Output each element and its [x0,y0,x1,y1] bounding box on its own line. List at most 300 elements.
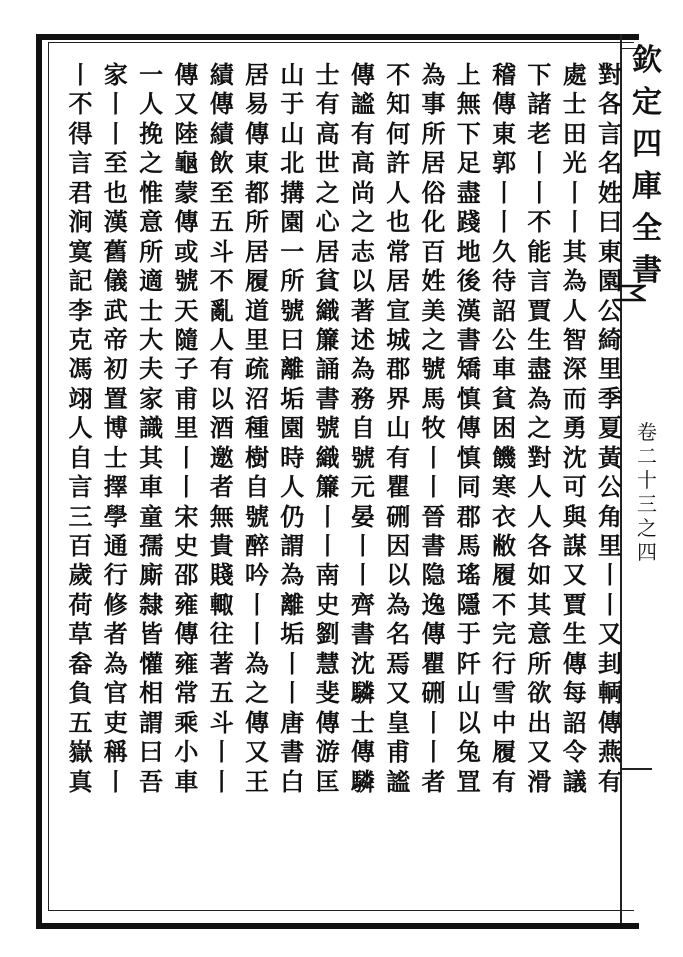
character: 夏 [598,413,622,443]
character: 傳 [562,648,587,678]
character: 詔 [492,295,517,325]
character: 之 [421,324,446,354]
character: 驎 [350,766,375,796]
character: 績 [209,118,234,148]
character: 荷 [68,589,93,619]
character: 樹 [245,442,269,472]
character: 記 [68,266,93,296]
character: 丨 [421,472,446,502]
character: 齊 [350,589,375,619]
character: 史 [174,531,199,560]
margin-book-title [627,40,667,292]
character: 隐 [421,560,446,590]
character: 城 [386,324,411,354]
character: 阡 [456,648,481,678]
character: 丨 [280,648,305,678]
character: 令 [562,737,587,767]
character: 晉 [421,501,446,531]
character: 有 [386,442,411,472]
text-column [488,60,520,796]
character: 織 [315,442,340,472]
character: 書 [350,619,375,649]
character: 涧 [68,207,93,237]
character: 于 [280,89,305,119]
character: 硎 [421,678,446,708]
character: 所 [421,118,446,148]
character: 有 [492,766,517,796]
character: 山 [280,60,305,89]
character: 傳 [174,207,199,237]
character: 生 [562,619,587,649]
character: 賈 [527,295,552,325]
character: 出 [527,707,552,737]
character: 所 [280,266,305,296]
character: 一 [280,236,305,266]
character: 無 [209,501,234,531]
character: 事 [421,89,446,119]
character: 智 [562,324,587,354]
character: 處 [562,60,587,89]
character: 車 [174,766,199,796]
character: 隱 [456,589,481,619]
character: 又 [245,737,269,767]
character: 逸 [421,589,446,619]
character: 南 [315,560,340,590]
character: 務 [350,383,375,413]
character: 丨 [245,589,269,619]
character: 家 [103,60,128,89]
character: 號 [280,295,305,325]
character: 士 [103,442,128,472]
character: 知 [386,89,411,119]
character: 斗 [209,236,234,266]
character: 五 [68,707,93,737]
character: 丨 [350,531,375,560]
character: 許 [386,148,411,178]
character: 姓 [598,177,622,207]
character: 山 [456,678,481,708]
character: 績 [209,60,234,89]
character: 傳 [350,60,375,89]
character: 匡 [315,766,340,796]
character: 驎 [350,678,375,708]
character: 書 [280,737,305,767]
character: 丨 [103,766,128,796]
character: 所 [527,648,552,678]
character: 號 [174,266,199,296]
character: 盡 [456,177,481,207]
character: 丨 [315,531,340,560]
character: 饑 [492,442,517,472]
character: 各 [598,89,622,119]
character: 公 [598,472,622,502]
character: 十 [637,468,657,492]
character: 號 [421,354,446,384]
character: 貧 [492,383,517,413]
character: 老 [527,118,552,148]
character: 中 [492,707,517,737]
character: 垢 [280,383,305,413]
character: 寒 [492,472,517,502]
character: 下 [527,60,552,89]
character: 沼 [245,383,269,413]
character: 不 [386,60,411,89]
character: 里 [174,413,199,443]
character: 賤 [209,560,234,590]
character: 行 [492,648,517,678]
character: 畚 [68,648,93,678]
character: 地 [456,236,481,266]
character: 皇 [386,707,411,737]
character: 游 [315,737,340,767]
character: 居 [386,266,411,296]
character: 能 [527,236,552,266]
character: 武 [103,295,128,325]
character: 劉 [315,619,340,649]
text-column [382,60,414,796]
character: 東 [492,118,517,148]
character: 言 [68,148,93,178]
character: 四 [637,540,657,564]
character: 自 [350,413,375,443]
character: 書 [421,531,446,560]
character: 百 [68,531,93,560]
character: 搆 [280,177,305,207]
character: 之 [350,207,375,237]
character: 甫 [174,383,199,413]
character: 如 [527,560,552,590]
character: 丨 [174,442,199,472]
character: 里 [245,324,269,354]
character: 俗 [421,177,446,207]
character: 其 [562,236,587,266]
character: 輙 [209,589,234,619]
character: 人 [386,177,411,207]
character: 園 [280,413,305,443]
character: 簾 [315,324,340,354]
character: 邀 [209,442,234,472]
character: 宣 [386,295,411,325]
character: 慎 [456,383,481,413]
character: 丨 [68,60,93,89]
character: 深 [562,354,587,384]
character: 得 [68,118,93,148]
character: 大 [139,324,164,354]
character: 又 [562,560,587,590]
character: 子 [174,354,199,384]
character: 因 [386,531,411,560]
character: 郡 [386,354,411,384]
character: 天 [174,295,199,325]
character: 謐 [350,89,375,119]
character: 飲 [209,148,234,178]
character: 以 [386,560,411,590]
character: 里 [598,354,622,384]
character: 帝 [103,324,128,354]
character: 號 [350,442,375,472]
character: 居 [421,148,446,178]
character: 著 [350,295,375,325]
character: 唐 [280,707,305,737]
character: 瞿 [421,648,446,678]
character: 士 [139,295,164,325]
character: 丨 [492,177,517,207]
character: 定 [632,85,662,120]
character: 居 [315,236,340,266]
character: 舊 [103,236,128,266]
character: 每 [562,678,587,708]
character: 為 [527,383,552,413]
character: 罝 [456,766,481,796]
character: 丨 [421,737,446,767]
character: 白 [280,766,305,796]
character: 山 [386,413,411,443]
character: 生 [527,324,552,354]
character: 稽 [492,60,517,89]
character: 人 [280,472,305,502]
character: 書 [456,324,481,354]
character: 不 [492,589,517,619]
character: 足 [456,148,481,178]
character: 傳 [350,737,375,767]
character: 有 [598,766,622,796]
character: 久 [492,236,517,266]
character: 慧 [315,648,340,678]
character: 賈 [562,589,587,619]
character: 通 [103,531,128,560]
character: 為 [280,560,305,590]
character: 丨 [103,89,128,119]
character: 書 [632,253,662,288]
character: 下 [456,118,481,148]
character: 夫 [139,354,164,384]
character: 為 [103,648,128,678]
character: 四 [632,127,662,162]
character: 履 [492,560,517,590]
character: 言 [68,472,93,502]
character: 心 [315,207,340,237]
character: 不 [68,89,93,119]
character: 號 [315,413,340,443]
character: 人 [139,89,164,119]
text-column [453,60,485,796]
character: 傳 [421,619,446,649]
character: 者 [103,619,128,649]
character: 隸 [139,589,164,619]
character: 至 [103,148,128,178]
text-column [559,60,591,796]
character: 上 [456,60,481,89]
character: 焉 [386,648,411,678]
character: 宋 [174,501,199,531]
character: 于 [456,619,481,649]
character: 履 [245,266,269,296]
character: 世 [315,148,340,178]
character: 王 [245,766,269,796]
character: 名 [386,619,411,649]
character: 丨 [598,560,622,590]
character: 貧 [315,266,340,296]
text-column [170,60,202,796]
character: 勇 [562,413,587,443]
text-column [65,60,97,796]
character: 以 [209,383,234,413]
character: 易 [245,89,269,119]
character: 傳 [245,118,269,148]
character: 沈 [562,442,587,472]
character: 自 [245,472,269,502]
character: 丨 [527,177,552,207]
character: 高 [350,148,375,178]
character: 傳 [174,60,199,89]
text-column [100,60,132,796]
character: 離 [280,589,305,619]
character: 雍 [174,589,199,619]
character: 衣 [492,501,517,531]
character: 言 [598,118,622,148]
character: 又 [386,678,411,708]
character: 踐 [456,207,481,237]
character: 元 [350,472,375,502]
character: 垢 [280,619,305,649]
character: 一 [139,60,164,89]
character: 酒 [209,413,234,443]
character: 傳 [492,89,517,119]
character: 乘 [174,707,199,737]
character: 傳 [174,619,199,649]
character: 丨 [315,501,340,531]
character: 之 [139,148,164,178]
character: 所 [139,236,164,266]
character: 儀 [103,266,128,296]
character: 不 [527,207,552,237]
character: 曰 [598,207,622,237]
character: 北 [280,148,305,178]
character: 其 [139,442,164,472]
character: 議 [562,766,587,796]
character: 盡 [527,354,552,384]
character: 負 [68,678,93,708]
character: 傳 [456,413,481,443]
character: 東 [245,148,269,178]
character: 謂 [139,707,164,737]
character: 同 [456,472,481,502]
character: 完 [492,619,517,649]
character: 五 [209,678,234,708]
character: 有 [209,354,234,384]
character: 人 [562,295,587,325]
margin-tick-line [622,768,652,770]
character: 之 [315,177,340,207]
character: 丨 [598,589,622,619]
character: 兔 [456,737,481,767]
character: 丨 [103,118,128,148]
character: 漢 [103,207,128,237]
character: 述 [350,324,375,354]
character: 五 [209,207,234,237]
text-column [594,60,626,796]
character: 卷 [637,420,657,444]
character: 二 [637,444,657,468]
character: 雍 [174,648,199,678]
character: 吟 [245,560,269,590]
character: 各 [527,531,552,560]
text-column [241,60,273,796]
character: 車 [492,354,517,384]
text-column [523,60,555,796]
character: 言 [527,266,552,296]
character: 斐 [315,678,340,708]
character: 也 [103,177,128,207]
character: 姓 [421,266,446,296]
character: 蒙 [174,177,199,207]
character: 種 [245,413,269,443]
character: 士 [562,89,587,119]
character: 郭 [492,148,517,178]
character: 志 [350,236,375,266]
character: 甫 [386,737,411,767]
character: 牧 [421,413,446,443]
character: 仍 [280,501,305,531]
character: 綺 [598,324,622,354]
character: 詔 [562,707,587,737]
character: 貴 [209,531,234,560]
character: 皆 [139,619,164,649]
character: 高 [315,118,340,148]
character: 李 [68,295,93,325]
character: 都 [245,177,269,207]
character: 為 [421,60,446,89]
character: 織 [315,295,340,325]
character: 之 [245,678,269,708]
character: 識 [139,413,164,443]
character: 馬 [421,383,446,413]
character: 曰 [139,737,164,767]
character: 諸 [527,89,552,119]
character: 界 [386,383,411,413]
character: 對 [598,60,622,89]
character: 邵 [174,560,199,590]
character: 對 [527,442,552,472]
character: 人 [209,324,234,354]
character: 廝 [139,560,164,590]
character: 號 [245,501,269,531]
character: 童 [139,501,164,531]
character: 亂 [209,295,234,325]
character: 小 [174,737,199,767]
character: 丨 [174,472,199,502]
character: 士 [315,60,340,89]
character: 困 [492,413,517,443]
character: 為 [562,266,587,296]
character: 挽 [139,118,164,148]
character: 丨 [421,707,446,737]
character: 黃 [598,442,622,472]
character: 龜 [174,148,199,178]
character: 郡 [456,501,481,531]
character: 季 [598,383,622,413]
character: 與 [562,501,587,531]
character: 丨 [350,560,375,590]
character: 意 [527,619,552,649]
character: 車 [139,472,164,502]
character: 硎 [386,501,411,531]
character: 為 [245,648,269,678]
character: 傳 [245,707,269,737]
text-column [206,60,238,796]
character: 真 [68,766,93,796]
character: 傳 [209,89,234,119]
